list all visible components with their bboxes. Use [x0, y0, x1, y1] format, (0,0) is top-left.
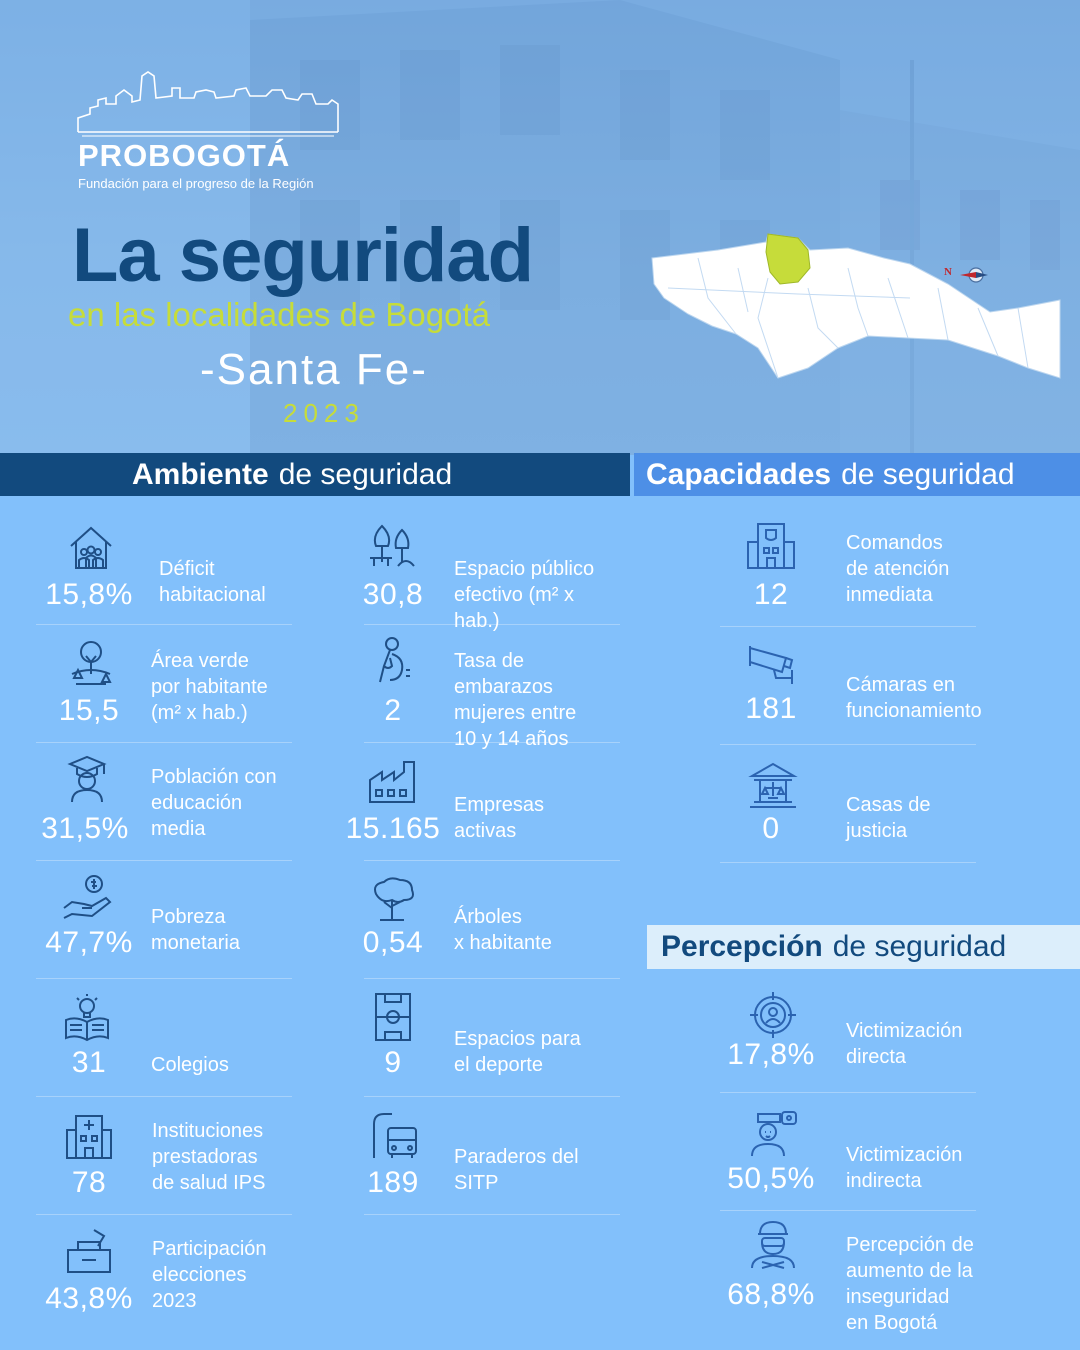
indicator-value: 189	[367, 1166, 419, 1199]
target-person-icon	[748, 990, 798, 1040]
indicator-deficit-habitacional	[36, 506, 292, 625]
hand-money-icon	[62, 872, 112, 922]
indicator-value: 31	[71, 1046, 107, 1079]
indicator-label: Victimización indirecta	[846, 1144, 963, 1192]
compass-icon	[954, 266, 990, 284]
indicator-value: 2	[384, 694, 402, 727]
section-title-rest: de seguridad	[832, 930, 1007, 963]
section-header-ambiente	[0, 453, 630, 496]
graduate-icon	[62, 754, 112, 804]
indicator-embarazos	[364, 624, 620, 750]
sports-field-icon	[368, 992, 418, 1042]
bus-stop-icon	[370, 1110, 420, 1160]
compass-label: N	[944, 266, 952, 278]
indicator-label: Instituciones prestadoras de salud IPS	[152, 1120, 266, 1194]
section-title-bold: Ambiente	[132, 457, 269, 491]
indicator-value: 15,8%	[45, 578, 133, 611]
indicator-label: Árboles x habitante	[454, 906, 552, 954]
indicator-label: Déficit habitacional	[159, 558, 266, 606]
indicator-label: Área verde por habitante (m² x hab.)	[151, 650, 268, 724]
indicator-value: 30,8	[362, 578, 424, 611]
thief-icon	[748, 1220, 798, 1270]
bogota-localities-map	[648, 228, 1063, 383]
security-camera-icon	[746, 638, 796, 688]
park-trees-icon	[368, 522, 418, 572]
indicator-arboles	[364, 860, 620, 979]
indicator-area-verde	[36, 624, 292, 743]
logo-name: PROBOGOTÁ	[78, 138, 291, 173]
section-title-rest: de seguridad	[278, 457, 453, 491]
indicator-label: Tasa de embarazos mujeres entre 10 y 14 años	[454, 650, 577, 750]
indicator-cai	[720, 508, 976, 627]
section-title-bold: Percepción	[661, 930, 823, 963]
indicator-percepcion-aumento	[720, 1210, 976, 1334]
section-title-bold: Capacidades	[646, 457, 832, 491]
indicator-educacion-media	[36, 742, 292, 861]
factory-icon	[368, 758, 418, 808]
indicator-label: Comandos de atención inmediata	[846, 532, 950, 606]
courthouse-icon	[748, 760, 798, 810]
indicator-value: 68,8%	[727, 1278, 815, 1311]
indicator-pobreza-monetaria	[36, 860, 292, 979]
police-station-icon	[746, 520, 796, 570]
pregnancy-icon	[370, 636, 420, 686]
indicator-value: 47,7%	[45, 926, 133, 959]
book-bulb-icon	[62, 992, 112, 1042]
indicator-label: Colegios	[151, 1054, 229, 1076]
indicator-label: Percepción de aumento de la inseguridad en Bogotá	[846, 1234, 974, 1334]
indicator-label: Participación elecciones 2023	[152, 1238, 267, 1312]
indicator-value: 50,5%	[727, 1162, 815, 1195]
indicator-empresas	[345, 742, 620, 861]
hospital-icon	[64, 1110, 114, 1160]
indicator-value: 31,5%	[41, 812, 129, 845]
indicator-value: 0	[762, 812, 780, 845]
indicator-label: Casas de justicia	[846, 794, 931, 842]
indicator-value: 15,5	[58, 694, 120, 727]
section-header-capacidades	[634, 453, 1080, 496]
indicator-value: 15.165	[345, 812, 441, 845]
indicator-value: 0,54	[362, 926, 424, 959]
ballot-box-icon	[64, 1226, 114, 1276]
indicator-participacion	[36, 1214, 292, 1332]
indicator-value: 78	[71, 1166, 107, 1199]
indicator-victimizacion-indirecta	[720, 1092, 976, 1211]
tree-icon	[368, 876, 418, 926]
indicator-value: 181	[745, 692, 797, 725]
indicator-label: Población con educación media	[151, 766, 277, 840]
indicator-label: Espacios para el deporte	[454, 1028, 581, 1076]
year-label: 2023	[283, 398, 365, 428]
indicator-colegios	[36, 978, 292, 1097]
indicator-value: 43,8%	[45, 1282, 133, 1315]
locality-name: -Santa Fe-	[200, 345, 428, 394]
page-subtitle: en las localidades de Bogotá	[68, 296, 490, 333]
indicator-camaras	[720, 626, 982, 745]
logo-tagline: Fundación para el progreso de la Región	[78, 176, 314, 191]
page-title: La seguridad	[72, 213, 533, 298]
indicator-label: Paraderos del SITP	[454, 1146, 579, 1194]
indicator-label: Cámaras en funcionamiento	[846, 674, 982, 722]
indicator-paraderos	[364, 1096, 620, 1215]
indicator-value: 9	[384, 1046, 402, 1079]
indicator-casas-justicia	[720, 744, 976, 863]
indicator-ips	[36, 1096, 292, 1215]
witness-icon	[748, 1108, 798, 1158]
hero-banner	[0, 0, 1080, 455]
skyline-logo-icon	[76, 70, 346, 140]
house-family-icon	[66, 522, 116, 572]
section-title-rest: de seguridad	[841, 457, 1015, 491]
indicator-espacios-deporte	[364, 978, 620, 1097]
indicator-label: Espacio público efectivo (m² x hab.)	[454, 558, 595, 632]
green-area-icon	[66, 638, 116, 688]
indicator-label: Victimización directa	[846, 1020, 963, 1068]
indicator-label: Empresas activas	[454, 794, 545, 842]
indicator-value: 17,8%	[727, 1038, 815, 1071]
indicator-victimizacion-directa	[720, 974, 976, 1093]
indicator-espacio-publico	[362, 506, 620, 632]
indicator-label: Pobreza monetaria	[151, 906, 240, 954]
section-header-percepcion	[647, 925, 1080, 969]
indicator-value: 12	[753, 578, 789, 611]
